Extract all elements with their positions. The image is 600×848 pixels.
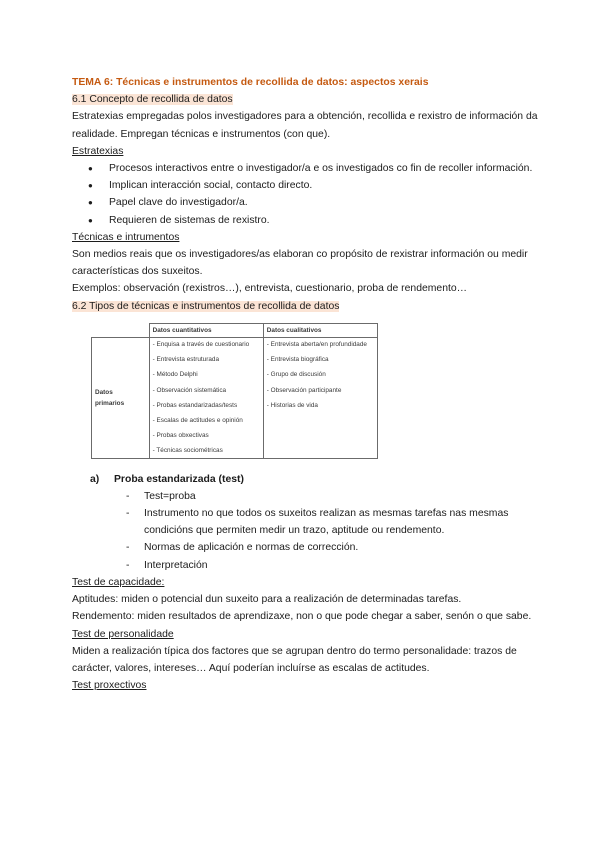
row-header-line: Datos (95, 388, 113, 396)
personality-test-label: Test de personalidade (72, 628, 174, 640)
section-1-title (72, 91, 542, 108)
proba-heading (72, 471, 542, 488)
row-header-primary (92, 338, 150, 459)
table-cell-item: - Escalas de actitudes e opinión (152, 417, 243, 425)
table-cell-item: - Probas obxectivas (152, 432, 209, 440)
table-cell-item: - Observación sistemática (152, 386, 227, 394)
proba-list (72, 488, 542, 574)
list-item: - Test=proba (126, 488, 542, 505)
qualitative-cell (263, 338, 377, 459)
list-item: ● Papel clave do investigador/a. (88, 194, 542, 211)
section-2-title-text: 6.2 Tipos de técnicas e instrumentos de recollida de datos (72, 300, 340, 312)
strategies-list (72, 160, 542, 229)
table-cell-item: - Técnicas sociométricas (152, 447, 223, 455)
rendemento-text: Rendemento: miden resultados de aprendizaxe, non o que pode chegar a saber, senón o que sabe. (72, 611, 532, 623)
section-2-title (72, 298, 542, 315)
quantitative-cell (149, 338, 263, 459)
list-item: ● Requieren de sistemas de rexistro. (88, 212, 542, 229)
aptitudes-text: Aptitudes: miden o potencial dun suxeito para a realización de determinadas tarefas. (72, 594, 462, 606)
proba-section (72, 471, 542, 574)
table-cell-item: - Entrevista aberta/en profundidade (266, 341, 367, 349)
proba-title: Proba estandarizada (test) (114, 473, 244, 485)
projective-test-label: Test proxectivos (72, 680, 147, 692)
table-corner (92, 323, 150, 337)
document-body (72, 74, 542, 694)
table-cell-item: - Entrevista estruturada (152, 356, 220, 364)
techniques-table-figure (91, 323, 542, 459)
strategies-label: Estratexias (72, 145, 124, 157)
list-item: - Interpretación (126, 557, 542, 574)
personality-text: Miden a realización típica dos factores que se agrupan dentro do termo personalidade: trazos de carácter, valores, intereses… Aquí poderían incluírse as escalas de actitudes. (72, 645, 517, 674)
list-item: - Instrumento no que todos os suxeitos realizan as mesmas tarefas nas mesmas condicións que permiten medir un trazo, aptitude ou rendemento. (126, 505, 542, 539)
techniques-table (91, 323, 378, 459)
table-cell-item: - Método Delphi (152, 371, 198, 379)
column-header-qualitative: Datos cualitativos (263, 323, 377, 337)
table-cell-item: - Historias de vida (266, 401, 318, 409)
table-cell-item: - Observación participante (266, 386, 342, 394)
table-cell-item: - Grupo de discusión (266, 371, 326, 379)
list-item: ● Implican interacción social, contacto directo. (88, 177, 542, 194)
techniques-text: Son medios reais que os investigadores/as elaboran co propósito de rexistrar información ou medir características dos suxeitos. (72, 249, 528, 278)
section-1-intro: Estratexias empregadas polos investigadores para a obtención, recollida e rexistro de información da realidade. Empregan técnicas e instrumentos (con que). (72, 111, 538, 140)
table-cell-item: - Enquisa a través de cuestionario (152, 341, 250, 349)
section-1-title-text: 6.1 Concepto de recollida de datos (72, 94, 233, 106)
document-title: TEMA 6: Técnicas e instrumentos de recollida de datos: aspectos xerais (72, 77, 429, 88)
list-marker: a) (90, 473, 100, 485)
techniques-label: Técnicas e intrumentos (72, 231, 180, 243)
table-cell-item: - Entrevista biográfica (266, 356, 329, 364)
list-item: - Normas de aplicación e normas de corrección. (126, 539, 542, 556)
row-header-line: primarios (95, 399, 125, 407)
capacity-test-label: Test de capacidade: (72, 576, 165, 588)
column-header-quantitative: Datos cuantitativos (149, 323, 263, 337)
table-cell-item: - Probas estandarizadas/tests (152, 401, 238, 409)
examples-text: Exemplos: observación (rexistros…), entrevista, cuestionario, proba de rendemento… (72, 283, 468, 295)
list-item: ● Procesos interactivos entre o investigador/a e os investigados co fin de recoller información. (88, 160, 542, 177)
